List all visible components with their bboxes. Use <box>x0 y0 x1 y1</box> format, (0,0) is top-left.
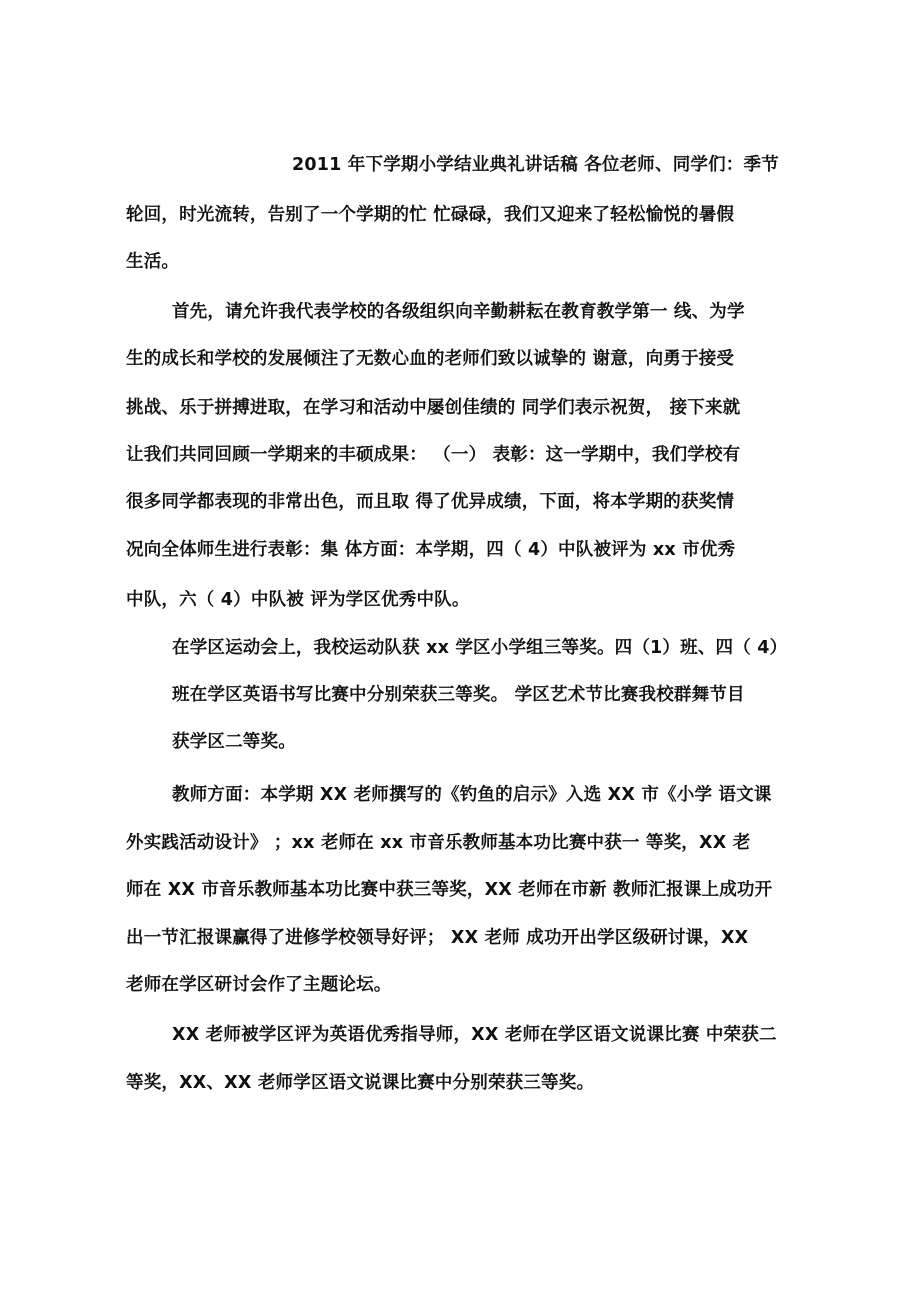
text-line: 中队，六（ 4）中队被 评为学区优秀中队。 <box>126 590 470 610</box>
text-line: 很多同学都表现的非常出色，而且取 得了优异成绩，下面，将本学期的获奖情 <box>126 492 735 512</box>
text-line: 况向全体师生进行表彰：集 体方面：本学期，四（ 4）中队被评为 xx 市优秀 <box>126 540 736 560</box>
text-line: 老师在学区研讨会作了主题论坛。 <box>126 975 392 995</box>
text-line: XX 老师被学区评为英语优秀指导师，XX 老师在学区语文说课比赛 中荣获二 <box>172 1025 777 1045</box>
text-line: 外实践活动设计》 ；xx 老师在 xx 市音乐教师基本功比赛中获一 等奖，XX 老 <box>126 833 751 853</box>
text-line: 生活。 <box>126 252 180 272</box>
text-line: 生的成长和学校的发展倾注了无数心血的老师们致以诚挚的 谢意，向勇于接受 <box>126 349 735 369</box>
text-line: 教师方面：本学期 XX 老师撰写的《钓鱼的启示》入选 XX 市《小学 语文课 <box>172 785 772 805</box>
text-line: 挑战、乐于拼搏进取，在学习和活动中屡创佳绩的 同学们表示祝贺， 接下来就 <box>126 398 741 418</box>
text-line: 班在学区英语书写比赛中分别荣获三等奖。 学区艺术节比赛我校群舞节目 <box>172 685 745 705</box>
text-line: 在学区运动会上，我校运动队获 xx 学区小学组三等奖。四（1）班、四（ 4） <box>172 638 788 658</box>
text-line: 首先，请允许我代表学校的各级组织向辛勤耕耘在教育教学第一 线、为学 <box>172 302 745 322</box>
document-title-line: 2011 年下学期小学结业典礼讲话稿 各位老师、同学们：季节 <box>292 155 779 175</box>
text-line: 等奖，XX、XX 老师学区语文说课比赛中分别荣获三等奖。 <box>126 1073 595 1093</box>
text-line: 出一节汇报课赢得了进修学校领导好评； XX 老师 成功开出学区级研讨课，XX <box>126 928 749 948</box>
text-line: 师在 XX 市音乐教师基本功比赛中获三等奖，XX 老师在市新 教师汇报课上成功开 <box>126 880 773 900</box>
text-line: 获学区二等奖。 <box>172 732 296 752</box>
text-line: 轮回，时光流转，告别了一个学期的忙 忙碌碌，我们又迎来了轻松愉悦的暑假 <box>126 205 735 225</box>
text-line: 让我们共同回顾一学期来的丰硕成果： （一） 表彰：这一学期中，我们学校有 <box>126 445 741 465</box>
